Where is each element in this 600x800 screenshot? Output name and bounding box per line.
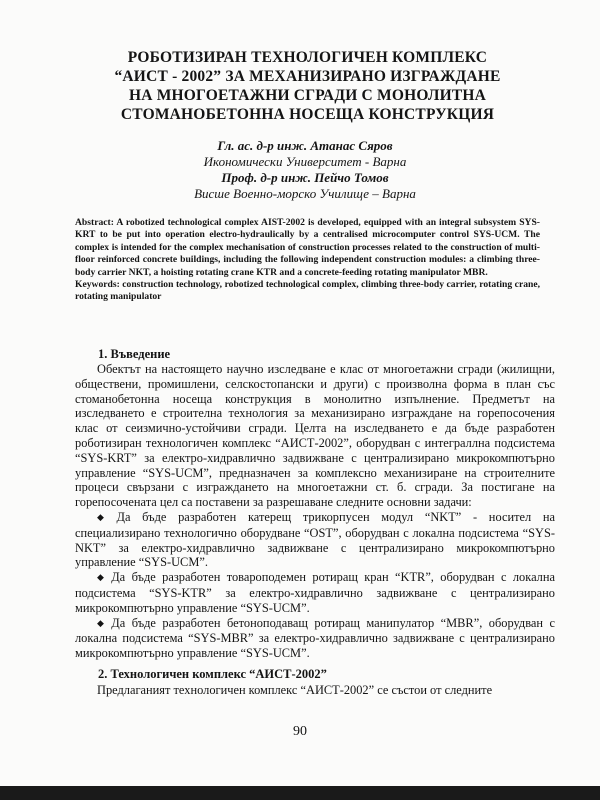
abstract-label: Abstract:	[75, 217, 114, 228]
body-paragraph: Предлаганият технологичен комплекс “АИСТ-2002” се състои от следните	[97, 683, 493, 697]
abstract	[75, 217, 540, 304]
title-line: “АИСТ - 2002” ЗА МЕХАНИЗИРАНО ИЗГРАЖДАНЕ	[114, 68, 501, 85]
author-name: Гл. ас. д-р инж. Атанас Сяров	[217, 138, 393, 153]
bullet-item	[75, 616, 555, 661]
keywords-label: Keywords:	[75, 279, 120, 291]
bullet-icon: ◆	[97, 617, 108, 628]
bullet-text: Да бъде разработен катерещ трикорпусен модул “NKT” - носител на специализирано технологично оборудване “OST”, оборудван с локална подсистема “SYS-NKT” за електро-хидравлично задвижване с централизирано микрокомпютърно управление “SYS-UCM”.	[75, 509, 556, 570]
page-number: 90	[293, 724, 307, 739]
keywords-paragraph	[75, 279, 540, 304]
abstract-paragraph	[75, 217, 540, 279]
title-line: СТОМАНОБЕТОННА НОСЕЩА КОНСТРУКЦИЯ	[120, 106, 495, 123]
title-line: НА МНОГОЕТАЖНИ СГРАДИ С МОНОЛИТНА	[128, 87, 487, 104]
author-block	[120, 138, 490, 202]
bullet-text: Да бъде разработен бетоноподаващ ротиращ манипулатор “MBR”, оборудван с локална подсистема “SYS-MBR” за електро-хидравлично задвижване с централизирано микрокомпютърно управление “SYS-UCM”.	[75, 615, 555, 661]
section-heading: 2. Технологичен комплекс “АИСТ-2002”	[98, 667, 327, 681]
keywords-text: construction technology, robotized technological complex, climbing three-body carrier, rotating crane, rotating manipulator	[75, 279, 540, 303]
paper-title	[75, 48, 540, 124]
section-heading: 1. Въведение	[98, 347, 171, 361]
body-paragraph: Обектът на настоящето научно изследване е клас от многоетажни сгради (жилищни, обществени, промишлени, селскостопански и други) с произволна форма в план със стоманобетонна носеща конструкция в монолитно изпълнение. Предметът на изследването е строителна технология за механизирано изграждане на горепосочения клас от сеизмично-устойчиви сгради. Целта на изследването е да бъде разработен роботизиран технологичен комплекс “АИСТ-2002”, оборудван с интеграллна подсистема “SYS-KRT” за електро-хидравлично задвижване с централизирано микрокомпютърно управление “SYS-UCM”, предназначен за комплексно механизиране на строителните процеси свързани с изграждането на многоетажни ст. б. сгради. За постигане на горепосочената цел са поставени за разрешаване следните основни задачи:	[75, 362, 555, 510]
author-affiliation: Икономически Университет - Варна	[203, 154, 407, 169]
author-affiliation: Висше Военно-морско Училище – Варна	[194, 186, 416, 201]
section-body	[75, 683, 555, 698]
bullet-text: Да бъде разработен товароподемен ротирaщ кран “KTR”, оборудван с локална подсистема “SYS-KTR” за електро-хидравлично задвижване с централизирано микрокомпютърно управление “SYS-UCM”.	[75, 570, 555, 615]
bullet-item	[75, 510, 555, 570]
section-body	[75, 362, 555, 661]
scan-edge	[0, 786, 600, 800]
bullet-icon: ◆	[97, 572, 108, 583]
bullet-icon: ◆	[97, 511, 113, 522]
abstract-text: A robotized technological complex AIST-2002 is developed, equipped with an integral subsystem SYS-KRT to be put into operation electro-hydraulically by a centralised microcomputer control SYS-UCM. The complex is intended for the complex mechanisation of construction processes related to the construction of multi-floor reinforced concrete buildings, including the following independent construction modules: a climbing three-body carrier NKT, a hoisting rotating crane KTR and a concrete-feeding rotating manipulator MBR.	[75, 217, 540, 278]
title-line: РОБОТИЗИРАН ТЕХНОЛОГИЧЕН КОМПЛЕКС	[127, 49, 488, 66]
bullet-item	[75, 570, 555, 615]
author-name: Проф. д-р инж. Пейчо Томов	[221, 170, 389, 185]
